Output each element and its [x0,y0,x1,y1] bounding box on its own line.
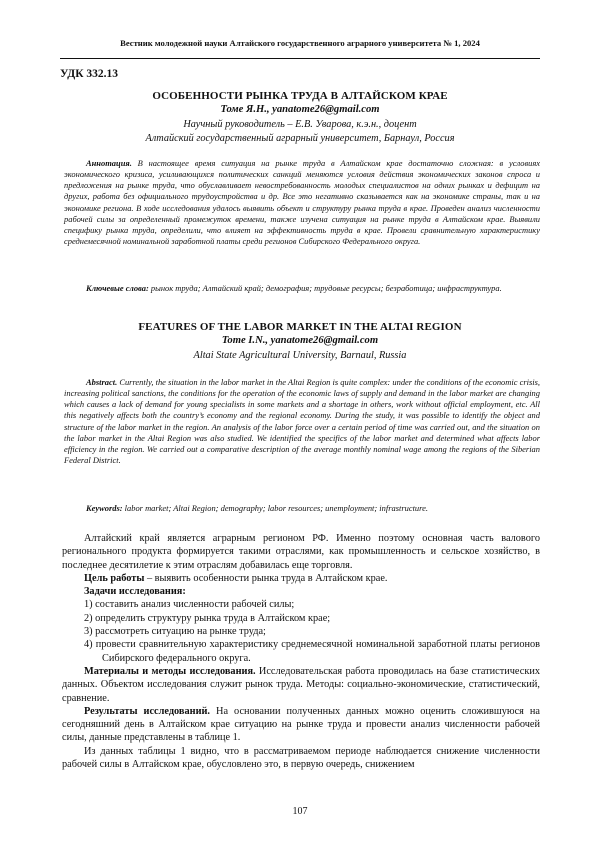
page-number: 107 [292,806,308,817]
en-keywords-label: Keywords: [86,503,123,513]
ru-affiliation: Алтайский государственный аграрный университет, Барнаул, Россия [145,133,455,144]
ru-advisor: Научный руководитель – Е.В. Уварова, к.э.н., доцент [183,119,417,130]
methods-text: Исследовательская работа проводилась на базе статистических данных. Объектом исследования служит рынок труда. Методы: социально-экономические, статистический, сравнение. [62,665,540,704]
ru-author: Томе Я.Н., yanatome26@gmail.com [220,104,380,115]
en-keywords-text: labor market; Altai Region; demography; labor resources; unemployment; infrastructure. [122,503,428,513]
udc-code: УДК 332.13 [60,68,119,80]
results-text: На основании полученных данных можно оценить сложившуюся на сегодняшний день в Алтайском крае ситуацию на рынке труда и провести анализ численности рабочей силы, данные представлены в таблице 1. [62,705,540,744]
task-item: 4) провести сравнительную характеристику среднемесячной номинальной заработной платы регионов Сибирского федерального округа. [84,639,540,664]
ru-keywords [64,283,540,294]
header-rule [60,58,540,59]
intro-paragraph: Алтайский край является аграрным регионом РФ. Именно поэтому основная часть валового регионального продукта формируется такими отраслями, как промышленность и сельское хозяйство, в последнее десятилетие к этим отраслям добавилась еще торговля. [62,533,540,571]
en-abstract-text: Currently, the situation in the labor market in the Altai Region is quite complex: under the conditions of the economic crisis, increasing political sanctions, the conditions for the operation of the economic laws of supply and demand in the labor market are changing which causes a lack of demand for young specialists in some markets and a shortage in others, work without official employment, etc. All this negatively affects both the country’s economy and the regional economy. During the study, it was possible to identify the object and structure of the labor market in the region. An analysis of the labor force over a certain period of time was carried out, and the situation on the labor market in the Altai Region was also studied. We identified the specifics of the labor market and determined what affects labor efficiency in the region. We carried out a comparative description of the average monthly nominal wage among the regions of the Siberian Federal District. [64,377,540,466]
task-item: 2) определить структуру рынка труда в Алтайском крае; [84,612,331,624]
en-abstract [64,377,540,466]
goal-text: – выявить особенности рынка труда в Алтайском крае. [144,572,388,584]
task-item: 1) составить анализ численности рабочей силы; [84,599,295,611]
ru-abstract [64,158,540,247]
en-affiliation: Altai State Agricultural University, Barnaul, Russia [193,350,407,361]
en-abstract-label: Abstract. [86,377,118,387]
goal-paragraph [62,572,540,585]
results-paragraph [62,705,540,745]
tasks-heading [62,585,540,598]
ru-title: ОСОБЕННОСТИ РЫНКА ТРУДА В АЛТАЙСКОМ КРАЕ [152,90,448,102]
en-keywords [64,503,540,514]
ru-keywords-text: рынок труда; Алтайский край; демография; трудовые ресурсы; безработица; инфраструктура. [148,283,502,293]
ru-abstract-label: Аннотация. [86,158,132,168]
results-label: Результаты исследований. [84,705,211,717]
tasks-list [62,598,540,664]
journal-header: Вестник молодежной науки Алтайского государственного аграрного университета № 1, 2024 [120,38,480,48]
task-item: 3) рассмотреть ситуацию на рынке труда; [84,626,266,638]
last-paragraph: Из данных таблицы 1 видно, что в рассматриваемом периоде наблюдается снижение численности рабочей силы в Алтайском крае, обусловлено это, в первую очередь, снижением [62,745,540,771]
article-body [62,532,540,771]
en-title: FEATURES OF THE LABOR MARKET IN THE ALTAI REGION [138,321,462,333]
methods-label: Материалы и методы исследования. [84,665,256,677]
goal-label: Цель работы [84,572,145,584]
methods-paragraph [62,665,540,705]
ru-abstract-text: В настоящее время ситуация на рынке труда в Алтайском крае достаточно сложная: в условиях экономического кризиса, усиливающихся политических санкций меняются условия действия экономических законов спроса и предложения на рынке труда, что обуславливает невостребованность молодых специалистов на одних рынках и дефицит на других, работа без официального трудоустройства и др. Все это негативно сказывается как на экономике страны, так и на экономике региона. В ходе исследования удалось выявить объект и структуру рынка труда в крае. Проведен анализ численности рабочей силы за определенный промежуток времени, также изучена ситуация на рынке труда в Алтайском крае. Выявили специфику рынка труда, определили, что влияет на эффективность труда в крае. Провели сравнительную характеристику среднемесячной номинальной заработной платы среди регионов Сибирского Федерального округа. [64,158,540,247]
ru-keywords-label: Ключевые слова: [86,283,149,293]
tasks-label: Задачи исследования: [84,586,186,598]
en-author: Tome I.N., yanatome26@gmail.com [221,335,379,346]
